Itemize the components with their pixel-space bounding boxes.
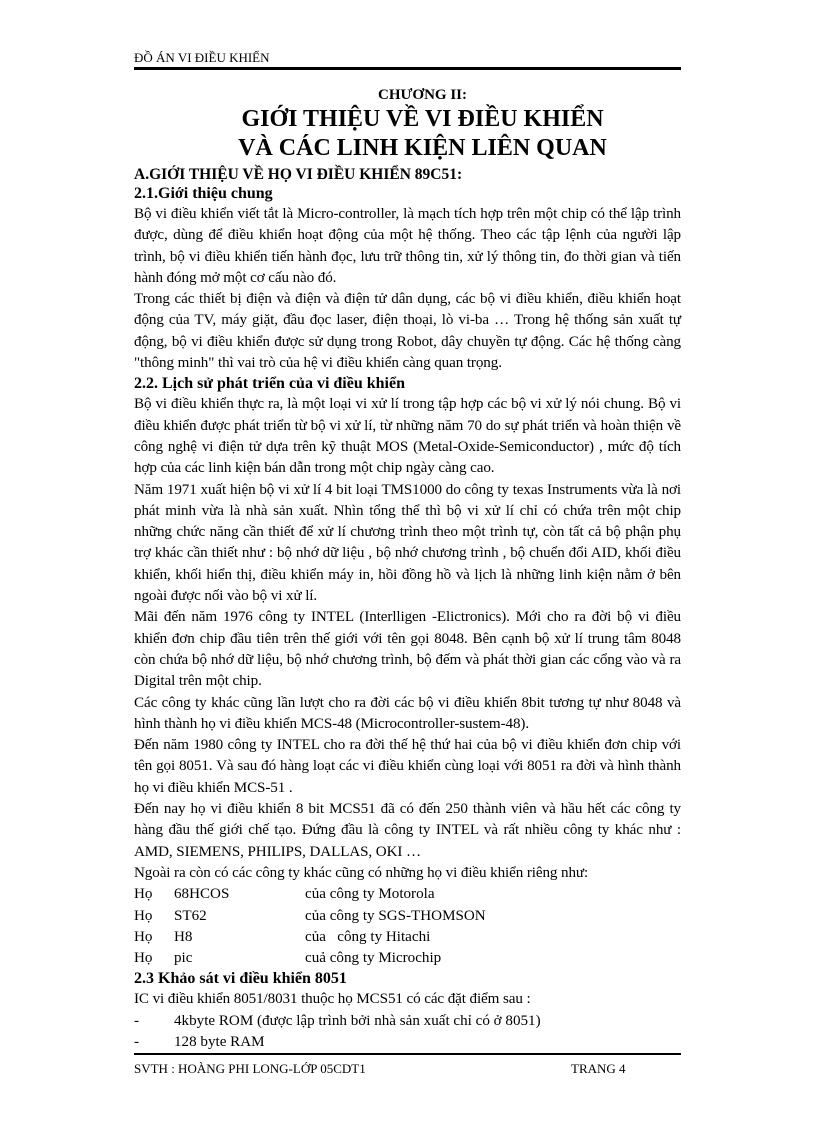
- section-2-3-heading: 2.3 Khảo sát vi điều khiển 8051: [134, 970, 347, 988]
- list-item-text: 128 byte RAM: [174, 1033, 265, 1050]
- section-a-heading: A.GIỚI THIỆU VỀ HỌ VI ĐIỀU KHIỂN 89C51:: [134, 166, 463, 183]
- family-name: H8: [174, 928, 193, 945]
- section-2-2-paragraph-2: Năm 1971 xuất hiện bộ vi xử lí 4 bit loại TMS1000 do công ty texas Instruments vừa là nơi phát minh vừa là nhà sản xuất. Nhìn tổng thể thì bộ vi xử lí chỉ có chứa trên một chip những chức năng cần thiết để xử lí chương trình theo một trình tự, còn tất cả bộ phận phụ trợ khác cần thiết như : bộ nhớ dữ liệu , bộ nhớ chương trình , bộ chuển đổi AID, khối điều khiển, khối hiển thị, điều khiển máy in, hồi đồng hồ và lịch là những linh kiện nằm ở bên ngoài được nối vào bộ vi xử lí.: [134, 481, 681, 605]
- family-row: [134, 948, 681, 969]
- chapter-title-line1: GIỚI THIỆU VỀ VI ĐIỀU KHIỂN: [241, 106, 604, 132]
- family-maker: của công ty Motorola: [305, 886, 435, 903]
- family-maker: của công ty Hitachi: [305, 928, 431, 945]
- family-name: 68HCOS: [174, 886, 230, 903]
- family-row: [134, 927, 681, 948]
- section-2-2-heading: 2.2. Lịch sử phát triển của vi điều khiển: [134, 375, 405, 393]
- footer-student: SVTH : HOÀNG PHI LONG-LỚP 05CDT1: [134, 1061, 366, 1076]
- section-2-2-paragraph-5: Đến năm 1980 công ty INTEL cho ra đời thế hệ thứ hai của bộ vi điều khiển đơn chip với tên gọi 8051. Và sau đó hàng loạt các vi điều khiển cùng loại với 8051 ra đời và hình thành họ vi điều khiển MCS-51 .: [134, 737, 681, 796]
- section-2-1-paragraph-2: Trong các thiết bị điện và điện và điện tử dân dụng, các bộ vi điều khiển, điều khiển hoạt động của TV, máy giặt, đầu đọc laser, điện thoại, lò vi-ba … Trong hệ thống sản xuất tự động, bộ vi điều khiển được sử dụng trong Robot, dây chuyền tự động. Các hệ thống càng "thông minh" thì vai trò của hệ vi điều khiển càng quan trọng.: [134, 291, 681, 372]
- header-rule: [134, 67, 681, 70]
- family-prefix: Họ: [134, 928, 153, 945]
- family-maker: cuả công ty Microchip: [305, 950, 442, 967]
- section-2-2-paragraph-1: Bộ vi điều khiển thực ra, là một loại vi xử lí trong tập hợp các bộ vi xử lý nói chung. Bộ vi điều khiển được phát triển từ bộ vi xử lí, từ những năm 70 do sự phát triển và hoàn thiện về công nghệ vi điện tử dựa trên kỹ thuật MOS (Metal-Oxide-Semiconductor) , mức độ tích hợp của các linh kiện bán dẫn trong một chip ngày càng cao.: [134, 396, 681, 477]
- family-prefix: Họ: [134, 886, 153, 903]
- list-dash: -: [134, 1033, 140, 1050]
- family-prefix: Họ: [134, 950, 153, 967]
- page-header: ĐỒ ÁN VI ĐIỀU KHIỂN: [134, 50, 270, 65]
- family-row: [134, 884, 681, 905]
- footer-page-number: TRANG 4: [571, 1061, 626, 1076]
- family-maker: của công ty SGS-THOMSON: [305, 907, 486, 924]
- section-2-2-paragraph-3: Mãi đến năm 1976 công ty INTEL (Interlligen -Elictronics). Mới cho ra đời bộ vi điều khiển đơn chip đầu tiên trên thế giới với tên gọi 8048. Bên cạnh bộ xử lí trung tâm 8048 còn chứa bộ nhớ dữ liệu, bộ nhớ chương trình, bộ đếm và phát thời gian các cổng vào và ra Digital trên một chip.: [134, 609, 681, 690]
- family-prefix: Họ: [134, 907, 153, 924]
- chapter-label: CHƯƠNG II:: [377, 87, 468, 103]
- section-2-1-paragraph-1: Bộ vi điều khiển viết tắt là Micro-controller, là mạch tích hợp trên một chip có thể lập trình được, dùng để điều khiển hoạt động của một hệ thống. Theo các tập lệnh của người lập trình, bộ vi điều khiển tiến hành đọc, lưu trữ thông tin, xử lý thông tin, đo thời gian và tiến hành đóng mở một cơ cấu nào đó.: [134, 206, 681, 286]
- list-dash: -: [134, 1012, 140, 1029]
- list-item-text: 4kbyte ROM (được lập trình bởi nhà sản xuất chỉ có ở 8051): [174, 1012, 541, 1029]
- section-2-2-paragraph-4: Các công ty khác cũng lần lượt cho ra đời các bộ vi điều khiển 8bit tương tự như 8048 và hình thành họ vi điều khiển MCS-48 (Microcontroller-sustem-48).: [134, 694, 681, 732]
- page-content: [134, 86, 681, 1053]
- family-name: ST62: [174, 907, 207, 924]
- list-item: [134, 1032, 681, 1053]
- section-2-1-heading: 2.1.Giới thiệu chung: [134, 185, 273, 202]
- list-item: [134, 1011, 681, 1032]
- family-row: [134, 906, 681, 927]
- footer-rule: [134, 1053, 681, 1055]
- family-name: pic: [174, 950, 193, 967]
- chapter-title-line2: VÀ CÁC LINH KIỆN LIÊN QUAN: [238, 135, 607, 161]
- section-2-3-intro: IC vi điều khiển 8051/8031 thuộc họ MCS51 có các đặt điểm sau :: [134, 991, 531, 1008]
- section-2-2-paragraph-6: Đến nay họ vi điều khiển 8 bit MCS51 đã có đến 250 thành viên và hầu hết các công ty hàng đầu thế giới chế tạo. Đứng đầu là công ty INTEL và rất nhiều công ty khác như : AMD, SIEMENS, PHILIPS, DALLAS, OKI …: [134, 801, 681, 860]
- section-2-2-paragraph-7: Ngoài ra còn có các công ty khác cũng có những họ vi điều khiển riêng như:: [134, 864, 589, 881]
